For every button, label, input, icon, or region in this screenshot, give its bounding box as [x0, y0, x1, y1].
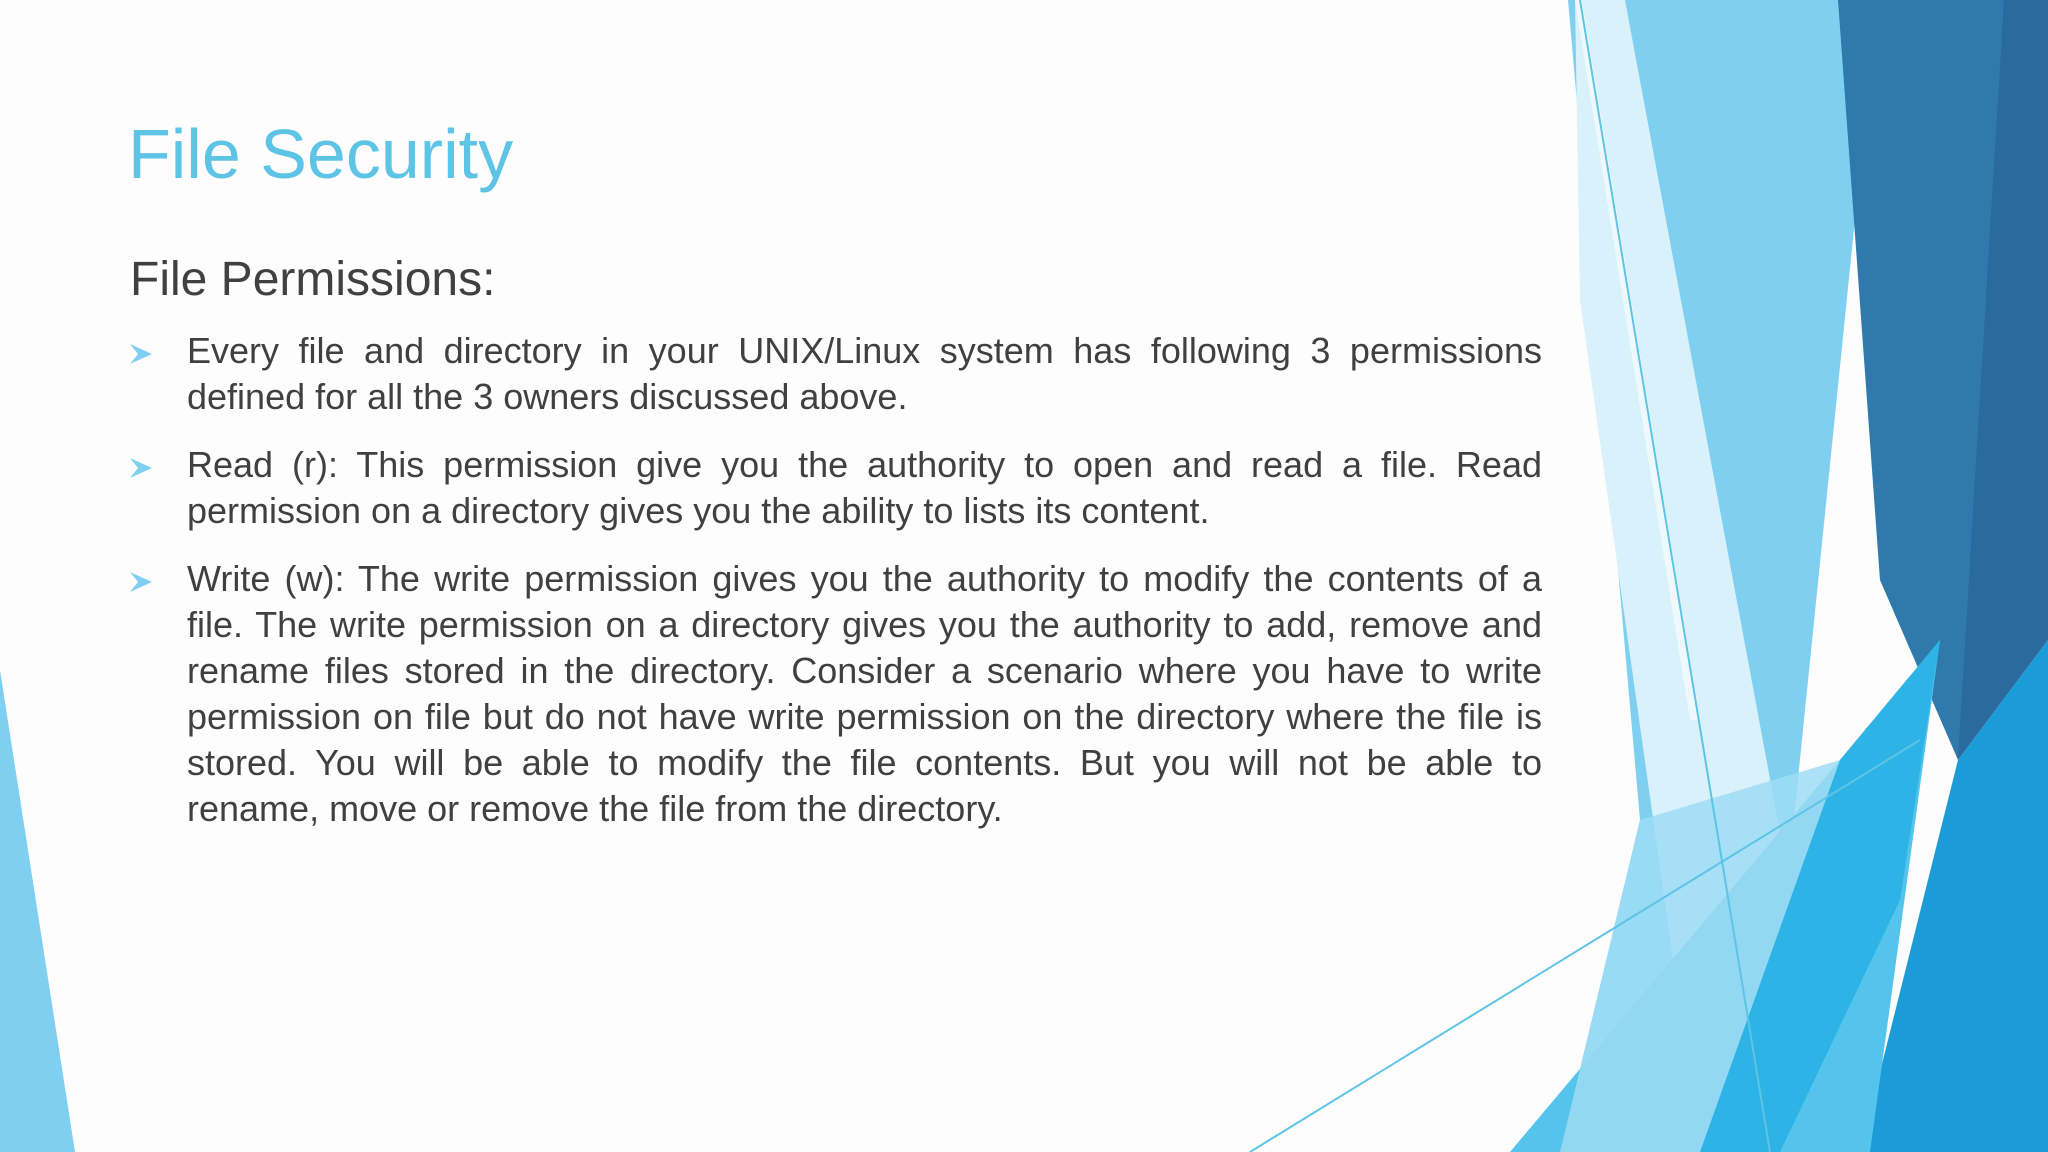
bullet-item	[130, 328, 1542, 420]
slide-title: File Security	[128, 115, 514, 193]
bullet-list	[130, 328, 1542, 832]
decor-left-edge-facet	[0, 670, 75, 1152]
bullet-text: Every file and directory in your UNIX/Linux system has following 3 permissions defined for all the 3 owners discussed above.	[187, 330, 1542, 417]
arrowhead-bullet-icon	[130, 344, 152, 364]
section-subheading: File Permissions:	[130, 253, 496, 306]
slide-content	[130, 248, 1542, 854]
arrowhead-bullet-icon	[130, 458, 152, 478]
bullet-text: Read (r): This permission give you the authority to open and read a file. Read permission on a directory gives you the ability to lists its content.	[187, 444, 1542, 531]
bullet-item	[130, 556, 1542, 832]
arrowhead-bullet-icon	[130, 572, 152, 592]
bullet-item	[130, 442, 1542, 534]
bullet-text: Write (w): The write permission gives you the authority to modify the contents of a file. The write permission on a directory gives you the authority to add, remove and rename files stored in the directory. Consider a scenario where you have to write permission on file but do not have write permission on the directory where the file is stored. You will be able to modify the file contents. But you will not be able to rename, move or remove the file from the directory.	[187, 558, 1542, 829]
